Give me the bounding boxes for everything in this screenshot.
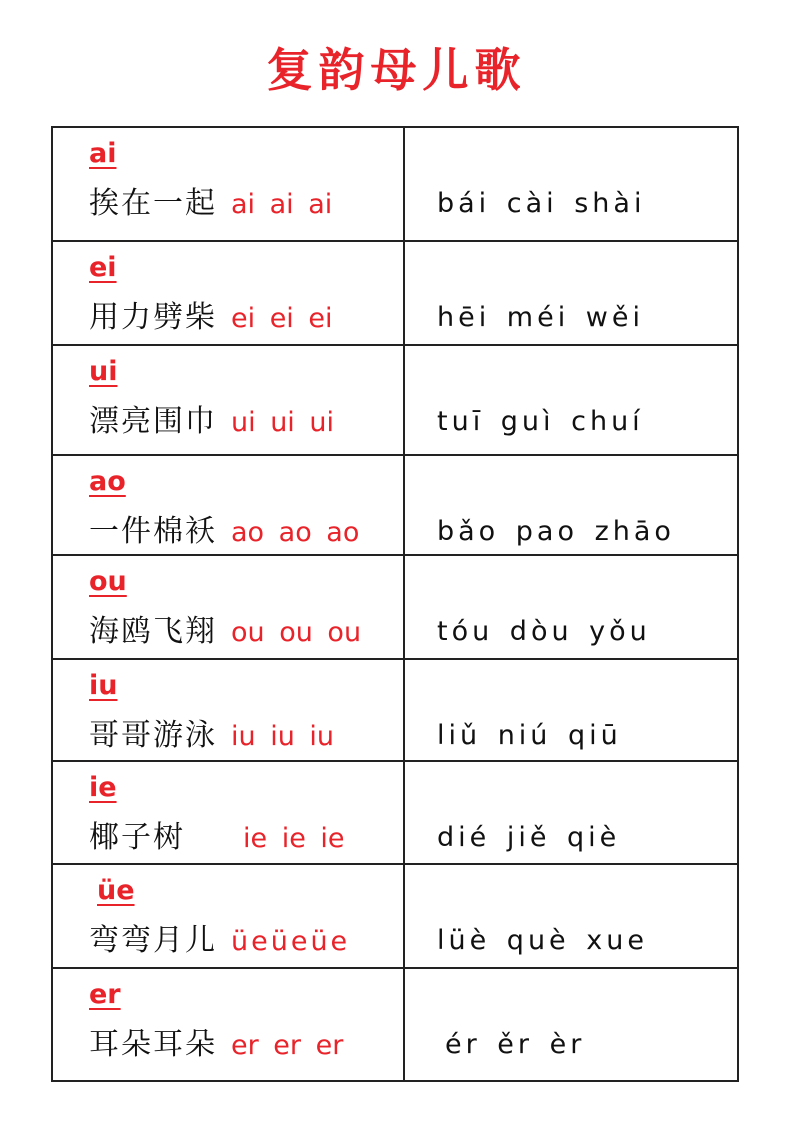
rhyme-phrase: 弯弯月儿 <box>89 923 217 958</box>
pinyin-words: ér ěr èr <box>445 1029 586 1060</box>
pinyin-cell <box>404 455 738 555</box>
vowel-chant: üeüeüe <box>231 926 351 957</box>
pinyin-words: liǔ niú qiū <box>437 720 622 751</box>
table-row <box>52 127 738 241</box>
pinyin-cell <box>404 345 738 455</box>
vowel-label: üe <box>97 875 135 906</box>
vowel-cell <box>52 761 404 864</box>
vowel-label: iu <box>89 670 118 701</box>
rhyme-phrase: 一件棉袄 <box>89 514 217 549</box>
vowel-cell <box>52 659 404 761</box>
vowel-chant: er er er <box>231 1030 344 1061</box>
vowel-cell <box>52 864 404 968</box>
pinyin-words: dié jiě qiè <box>437 822 621 853</box>
rhyme-phrase: 哥哥游泳 <box>89 718 217 753</box>
vowel-chant: ui ui ui <box>231 407 335 438</box>
vowel-cell <box>52 968 404 1081</box>
vowel-label: ou <box>89 566 127 597</box>
pinyin-words: lüè què xue <box>437 925 648 956</box>
vowel-cell <box>52 345 404 455</box>
table-row <box>52 864 738 968</box>
pinyin-words: bǎo pao zhāo <box>437 516 675 547</box>
vowel-chant: ai ai ai <box>231 189 333 220</box>
page-title: 复韵母儿歌 <box>266 43 527 97</box>
vowel-cell <box>52 127 404 241</box>
pinyin-cell <box>404 968 738 1081</box>
table-row <box>52 455 738 555</box>
table-row <box>52 659 738 761</box>
table-row <box>52 555 738 659</box>
vowel-label: ie <box>89 772 117 803</box>
table-row <box>52 241 738 345</box>
pinyin-cell <box>404 241 738 345</box>
rhyme-phrase: 漂亮围巾 <box>89 404 217 439</box>
pinyin-cell <box>404 555 738 659</box>
vowel-chant: ou ou ou <box>231 617 362 648</box>
vowel-chant: ei ei ei <box>231 303 333 334</box>
pinyin-words: bái cài shài <box>437 188 646 219</box>
pinyin-cell <box>404 659 738 761</box>
rhyme-phrase: 耳朵耳朵 <box>89 1027 217 1062</box>
pinyin-words: tuī guì chuí <box>437 406 644 437</box>
vowel-label: er <box>89 979 121 1010</box>
rhyme-phrase: 椰子树 <box>89 820 185 855</box>
vowel-chant: ie ie ie <box>243 823 345 854</box>
pinyin-cell <box>404 864 738 968</box>
pinyin-cell <box>404 127 738 241</box>
vowel-cell <box>52 555 404 659</box>
vowel-cell <box>52 455 404 555</box>
rhyme-phrase: 海鸥飞翔 <box>89 614 217 649</box>
vowel-label: ai <box>89 138 117 169</box>
vowel-label: ao <box>89 466 126 497</box>
vowel-table <box>51 126 739 1082</box>
rhyme-phrase: 用力劈柴 <box>89 300 217 335</box>
vowel-label: ui <box>89 356 118 387</box>
vowel-chant: iu iu iu <box>231 721 335 752</box>
vowel-chant: ao ao ao <box>231 517 360 548</box>
pinyin-words: hēi méi wěi <box>437 302 644 333</box>
table-row <box>52 761 738 864</box>
rhyme-phrase: 挨在一起 <box>89 186 217 221</box>
table-row <box>52 345 738 455</box>
vowel-label: ei <box>89 252 117 283</box>
vowel-cell <box>52 241 404 345</box>
pinyin-cell <box>404 761 738 864</box>
table-row <box>52 968 738 1081</box>
pinyin-words: tóu dòu yǒu <box>437 616 651 647</box>
